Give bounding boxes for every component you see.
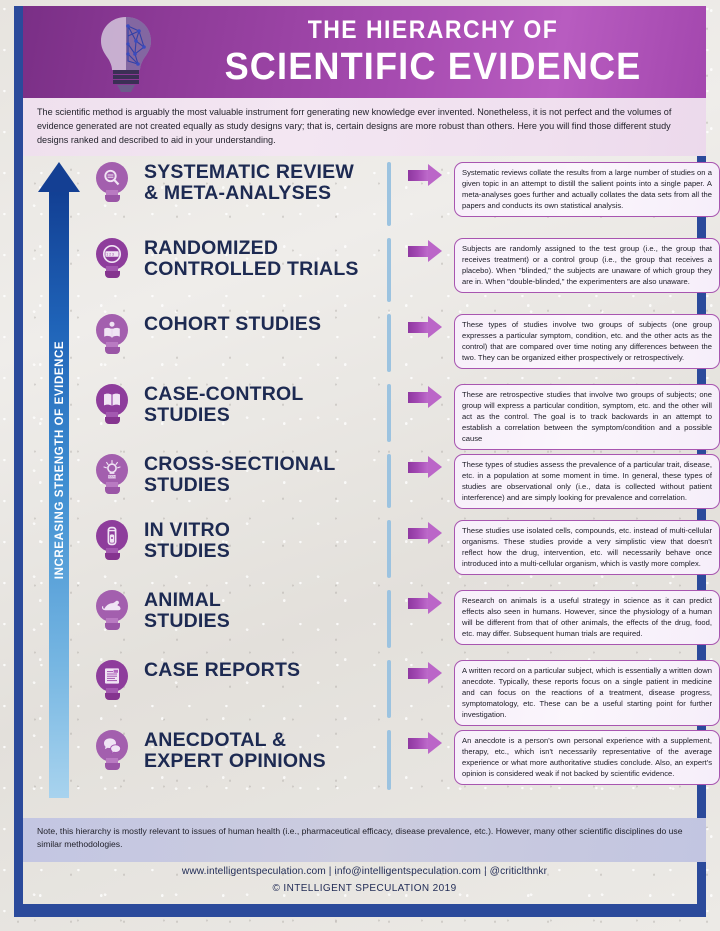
row-icon-cell [86, 590, 138, 630]
row-divider-cell [382, 162, 396, 226]
lightbulb-speech-icon [95, 730, 129, 770]
row-divider [387, 590, 391, 648]
row-heading-line1: CROSS-SECTIONAL [144, 453, 336, 475]
footer-contact-line [23, 866, 706, 877]
row-description: An anecdote is a person's own personal experience with a supplement, therapy, etc., which isn't necessarily representative of the average experience or what more authoritative studies conclude. Also, an expert's opinion is considered weak if not backed by scientific evidence. [454, 730, 720, 785]
row-divider-cell [382, 730, 396, 790]
row-divider [387, 520, 391, 578]
footer-sep-2: | [481, 866, 490, 877]
lightbulb-meter-icon [95, 238, 129, 278]
hierarchy-row [86, 313, 712, 384]
row-heading [138, 520, 382, 562]
row-icon-cell [86, 314, 138, 354]
row-arrow-cell [396, 730, 454, 754]
row-icon-cell [86, 162, 138, 202]
row-description: A written record on a particular subject, which is essentially a written down anecdote. Typically, these reports focus on a single patient in medicine and can focus on the reactions of a treatment, disease progress, symptomatology, etc. These can be a useful starting point for further investigation. [454, 660, 720, 726]
row-divider-cell [382, 238, 396, 302]
bulb-inner-glyph [102, 666, 122, 686]
row-description: Systematic reviews collate the results from a large number of studies on a given topic in an attempt to distill the salient points into a single paper. A meta-analyses goes further and actually collates the data sets from all the papers and conducts its own statistical analysis. [454, 162, 720, 217]
hierarchy-row [86, 383, 712, 454]
row-icon-cell [86, 384, 138, 424]
row-divider [387, 384, 391, 442]
row-heading [138, 590, 382, 632]
arrow-right-icon [408, 386, 442, 408]
arrow-right-icon [408, 240, 442, 262]
hierarchy-row [86, 161, 712, 238]
svg-text:1 2 3: 1 2 3 [106, 252, 114, 257]
row-description: Subjects are randomly assigned to the test group (i.e., the group that receives treatment) or a control group (i.e., the group that receives a placebo). When "blinded," the subjects are unaware of which group they are in. When "double-blinded," the experimenters are also unaware. [454, 238, 720, 293]
row-heading-line1: ANECDOTAL & [144, 729, 287, 751]
row-heading-line1: COHORT STUDIES [144, 313, 322, 335]
row-heading [138, 384, 382, 426]
hierarchy-row [86, 519, 712, 590]
row-heading [138, 660, 382, 681]
arrow-right-icon [408, 522, 442, 544]
row-description-cell [454, 238, 720, 293]
row-icon-cell [86, 520, 138, 560]
row-description: Research on animals is a useful strategy in science as it can predict effects also seen in humans. However, since the physiology of a human will be different from that of other animals, the effects of the drug, food, etc. may differ. Subsequent human trials are required. [454, 590, 720, 645]
row-heading-line1: ANIMAL [144, 589, 222, 611]
lightbulb-brain-icon [89, 14, 163, 94]
note-panel [23, 818, 706, 862]
row-description-cell [454, 454, 720, 509]
row-heading-line2: STUDIES [144, 474, 230, 497]
row-heading [138, 162, 382, 204]
row-heading-line1: SYSTEMATIC REVIEW [144, 161, 354, 183]
header-title-block [173, 18, 693, 88]
bulb-inner-glyph [102, 460, 122, 480]
arrow-right-icon [408, 662, 442, 684]
row-description-cell [454, 660, 720, 726]
row-arrow-cell [396, 384, 454, 408]
footer-handle[interactable]: @criticlthnkr [489, 866, 548, 877]
row-divider-cell [382, 314, 396, 372]
hierarchy-row [86, 729, 712, 802]
row-heading-line2: & META-ANALYSES [144, 182, 332, 205]
arrow-up-icon [38, 162, 80, 192]
lightbulb-reader-icon [95, 314, 129, 354]
hierarchy-row [86, 589, 712, 660]
row-heading-line1: IN VITRO [144, 519, 231, 541]
lightbulb-book-icon [95, 384, 129, 424]
bulb-inner-glyph [102, 390, 122, 410]
intro-text: The scientific method is arguably the most valuable instrument forr generating new knowledge ever invented. Nonetheless, it is not perfect and the volumes of evidence generated are not created equally as study designs vary; that is, certain designs are more robust than others. Here you will find those different study designs ranked and described to aid in your understanding. [37, 107, 672, 145]
page-title-line1: THE HIERARCHY OF [307, 16, 559, 44]
row-icon-cell [86, 454, 138, 494]
row-description-cell [454, 520, 720, 575]
strength-axis [38, 162, 80, 798]
row-heading [138, 730, 382, 772]
bulb-inner-glyph [102, 168, 122, 188]
row-heading [138, 238, 382, 280]
row-heading-line1: CASE REPORTS [144, 659, 301, 681]
arrow-right-icon [408, 456, 442, 478]
row-arrow-cell [396, 520, 454, 544]
arrow-right-icon [408, 316, 442, 338]
row-icon-cell [86, 238, 138, 278]
row-heading-line1: RANDOMIZED [144, 237, 279, 259]
row-description-cell [454, 314, 720, 369]
footer-sep-1: | [325, 866, 335, 877]
footer-copyright: © INTELLIGENT SPECULATION 2019 [272, 883, 457, 894]
hierarchy-row [86, 237, 712, 314]
row-arrow-cell [396, 454, 454, 478]
row-heading-line2: EXPERT OPINIONS [144, 750, 326, 773]
footer-website[interactable]: www.intelligentspeculation.com [181, 866, 326, 877]
lightbulb-testtube-icon [95, 520, 129, 560]
row-divider [387, 162, 391, 226]
row-arrow-cell [396, 162, 454, 186]
bulb-inner-glyph [102, 244, 122, 264]
arrow-right-icon [408, 164, 442, 186]
row-arrow-cell [396, 660, 454, 684]
note-text: Note, this hierarchy is mostly relevant to issues of human health (i.e., pharmaceutical efficacy, disease prevalence, etc.). However, many other scientific disciplines do use similar methodologies. [37, 826, 683, 849]
bulb-inner-glyph [102, 526, 122, 546]
row-heading [138, 314, 382, 335]
row-heading-line2: STUDIES [144, 610, 230, 633]
row-description-cell [454, 730, 720, 785]
row-divider-cell [382, 590, 396, 648]
row-description: These types of studies assess the prevalence of a particular trait, disease, etc. in a population at some moment in time. In general, these types of studies are observational only (i.e., data is collected without patient interference) and are simply looking for prevalence and correlation. [454, 454, 720, 509]
row-description: These are retrospective studies that involve two groups of subjects; one group will express a particular condition, symptom, etc. and the other will act as the control. The goal is to track backwards in an attempt to establish a correlation between the symptom/condition and a possible cause [454, 384, 720, 450]
row-arrow-cell [396, 314, 454, 338]
row-heading-line2: CONTROLLED TRIALS [144, 258, 359, 281]
hierarchy-row [86, 659, 712, 730]
row-icon-cell [86, 730, 138, 770]
row-heading-line1: CASE-CONTROL [144, 383, 304, 405]
row-arrow-cell [396, 590, 454, 614]
page-title-line2: SCIENTIFIC EVIDENCE [224, 46, 642, 88]
row-divider-cell [382, 454, 396, 508]
footer-email[interactable]: info@intelligentspeculation.com [334, 866, 482, 877]
lightbulb-mouse-icon [95, 590, 129, 630]
svg-text:IDEAS: IDEAS [108, 475, 117, 479]
row-divider [387, 314, 391, 372]
intro-panel [23, 98, 706, 156]
row-divider [387, 730, 391, 790]
row-divider-cell [382, 384, 396, 442]
bulb-inner-glyph [102, 596, 122, 616]
header-banner [23, 6, 706, 98]
footer [23, 866, 706, 894]
row-description-cell [454, 590, 720, 645]
axis-label: INCREASING STRENGTH OF EVIDENCE [54, 340, 66, 580]
row-divider [387, 454, 391, 508]
bulb-inner-glyph [102, 736, 122, 756]
row-heading-line2: STUDIES [144, 540, 230, 563]
row-description-cell [454, 384, 720, 450]
row-divider [387, 660, 391, 718]
lightbulb-idea-icon [95, 454, 129, 494]
hierarchy-row [86, 453, 712, 520]
arrow-right-icon [408, 732, 442, 754]
row-divider-cell [382, 520, 396, 578]
lightbulb-magnifier-icon [95, 162, 129, 202]
row-divider [387, 238, 391, 302]
lightbulb-document-icon [95, 660, 129, 700]
row-description-cell [454, 162, 720, 217]
row-divider-cell [382, 660, 396, 718]
row-arrow-cell [396, 238, 454, 262]
row-icon-cell [86, 660, 138, 700]
bulb-inner-glyph [102, 320, 122, 340]
row-heading-line2: STUDIES [144, 404, 230, 427]
row-description: These types of studies involve two groups of subjects (one group expresses a particular symptom, condition, etc. and the other acts as the control) that are compared over time noting any differences between the two. They can be organized either prospectively or retrospectively. [454, 314, 720, 369]
page-frame-bottom [14, 904, 706, 917]
row-description: These studies use isolated cells, compounds, etc. instead of multi-cellular organisms. These studies provide a very simplistic view that doesn't reflect how the drug, intervention, etc. will necessarily behave once introduced into a multi-cellular organism, which is vastly more complex. [454, 520, 720, 575]
arrow-right-icon [408, 592, 442, 614]
row-heading [138, 454, 382, 496]
